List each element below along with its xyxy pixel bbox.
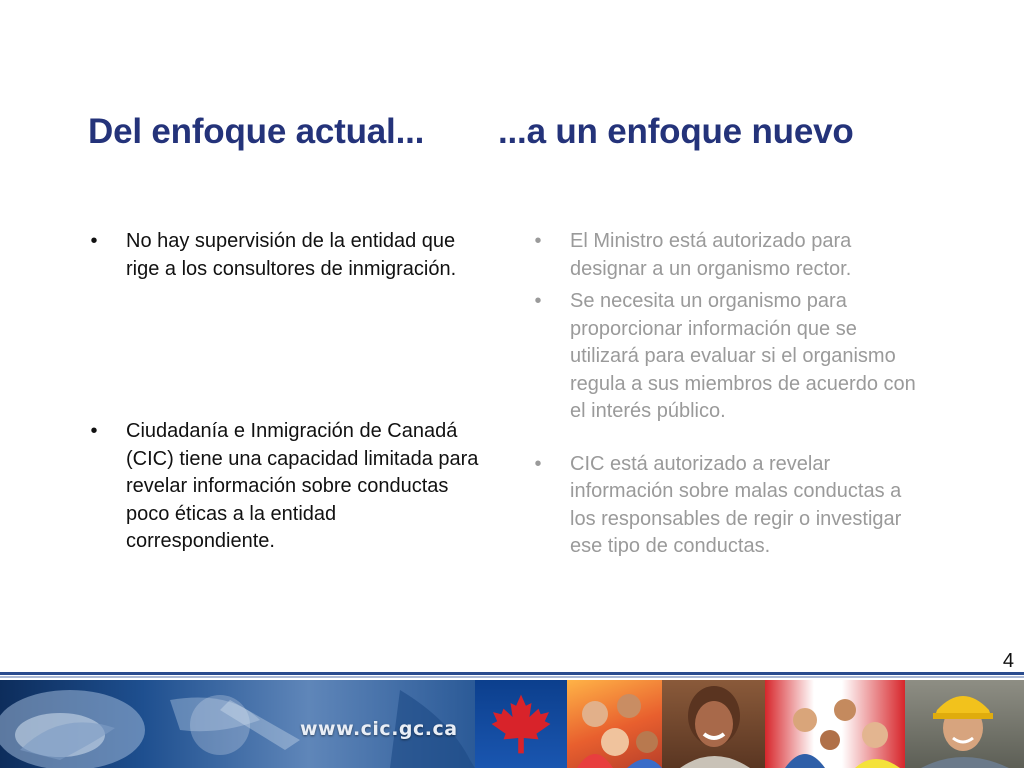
left-bullet-item: [84, 418, 484, 556]
right-item-text: Se necesita un organismo para proporcionar información que se utilizará para evaluar si el organismo regula a sus miembros de acuerdo con el interés público.: [570, 290, 916, 422]
bullet-icon: •: [534, 230, 542, 252]
footer-banner: [0, 680, 1024, 768]
left-item-text: Ciudadanía e Inmigración de Canadá (CIC) tiene una capacidad limitada para revelar información sobre conductas poco éticas a la entidad correspondiente.: [126, 420, 479, 552]
smiling-woman-photo: [662, 680, 765, 768]
footer-rule: [0, 672, 1024, 675]
footer-rule-light: [0, 676, 1024, 678]
bullet-icon: •: [90, 420, 98, 442]
left-bullet-item: [84, 228, 484, 283]
right-column: [528, 228, 928, 561]
bullet-icon: •: [534, 452, 542, 475]
right-bullet-item: [528, 451, 930, 561]
flag-panel: [475, 680, 567, 768]
title-current-approach: Del enfoque actual...: [88, 112, 425, 151]
left-item-text: No hay supervisión de la entidad que rige a los consultores de inmigración.: [126, 230, 457, 280]
right-item-text: El Ministro está autorizado para designar a un organismo rector.: [570, 230, 852, 280]
handshake-photo: [0, 680, 475, 768]
right-item-text: CIC está autorizado a revelar información sobre malas conductas a los responsables de regir o investigar ese tipo de conductas.: [570, 452, 902, 557]
family-flag-photo: [765, 680, 905, 768]
bullet-icon: •: [90, 230, 98, 252]
page-number: 4: [1002, 650, 1014, 672]
children-photo: [567, 680, 662, 768]
right-bullet-item: [528, 228, 930, 283]
construction-worker-photo: [905, 680, 1024, 768]
website-url[interactable]: www.cic.gc.ca: [300, 718, 458, 740]
left-column: [84, 228, 484, 556]
bullet-icon: •: [534, 290, 542, 312]
maple-leaf-icon: [486, 689, 556, 759]
title-new-approach: ...a un enfoque nuevo: [498, 112, 854, 151]
right-bullet-item: [528, 288, 930, 426]
